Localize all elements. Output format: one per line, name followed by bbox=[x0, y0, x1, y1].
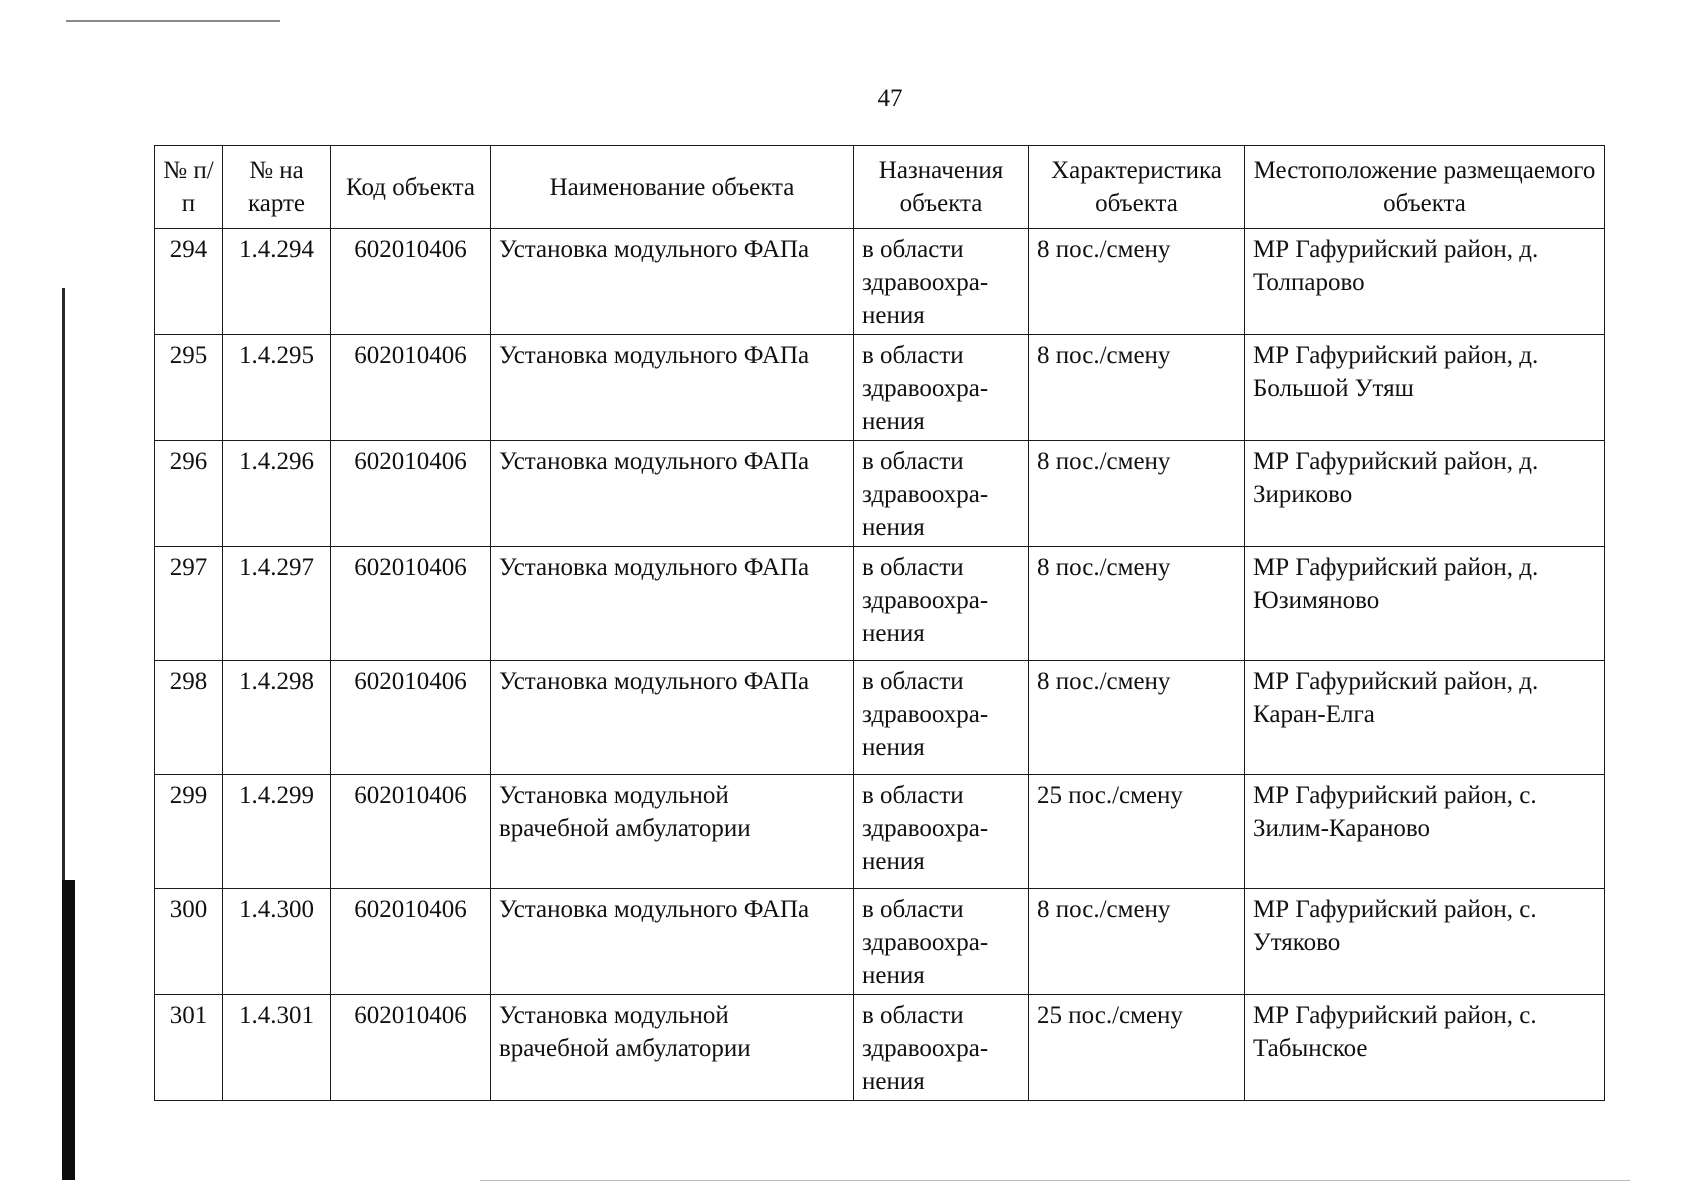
cell-map-no: 1.4.300 bbox=[223, 889, 331, 995]
page-number: 47 bbox=[877, 85, 903, 112]
cell-code: 602010406 bbox=[331, 229, 491, 335]
cell-purpose: в области здравоохра-нения bbox=[854, 661, 1029, 775]
cell-purpose: в области здравоохра-нения bbox=[854, 889, 1029, 995]
cell-name: Установка модульной врачебной амбулатории bbox=[491, 995, 854, 1101]
table-row bbox=[155, 441, 1605, 547]
cell-purpose: в области здравоохра-нения bbox=[854, 775, 1029, 889]
cell-location: МР Гафурийский район, с. Табынское bbox=[1245, 995, 1605, 1101]
cell-characteristic: 8 пос./смену bbox=[1029, 889, 1245, 995]
cell-purpose: в области здравоохра-нения bbox=[854, 995, 1029, 1101]
cell-code: 602010406 bbox=[331, 995, 491, 1101]
cell-name: Установка модульного ФАПа bbox=[491, 889, 854, 995]
cell-code: 602010406 bbox=[331, 889, 491, 995]
cell-name: Установка модульного ФАПа bbox=[491, 547, 854, 661]
cell-name: Установка модульного ФАПа bbox=[491, 441, 854, 547]
cell-map-no: 1.4.294 bbox=[223, 229, 331, 335]
cell-code: 602010406 bbox=[331, 661, 491, 775]
cell-code: 602010406 bbox=[331, 335, 491, 441]
header-map-no: № на карте bbox=[223, 146, 331, 229]
table-row bbox=[155, 547, 1605, 661]
objects-table bbox=[154, 145, 1605, 1101]
cell-location: МР Гафурийский район, д. Большой Утяш bbox=[1245, 335, 1605, 441]
cell-name: Установка модульного ФАПа bbox=[491, 661, 854, 775]
cell-characteristic: 8 пос./смену bbox=[1029, 441, 1245, 547]
cell-purpose: в области здравоохра-нения bbox=[854, 547, 1029, 661]
cell-location: МР Гафурийский район, д. Зириково bbox=[1245, 441, 1605, 547]
cell-name: Установка модульной врачебной амбулатории bbox=[491, 775, 854, 889]
table-row bbox=[155, 995, 1605, 1101]
cell-num: 295 bbox=[155, 335, 223, 441]
cell-num: 296 bbox=[155, 441, 223, 547]
cell-num: 299 bbox=[155, 775, 223, 889]
table-row bbox=[155, 661, 1605, 775]
table-row bbox=[155, 335, 1605, 441]
cell-characteristic: 8 пос./смену bbox=[1029, 229, 1245, 335]
cell-code: 602010406 bbox=[331, 775, 491, 889]
cell-num: 298 bbox=[155, 661, 223, 775]
header-characteristic: Характеристика объекта bbox=[1029, 146, 1245, 229]
cell-characteristic: 25 пос./смену bbox=[1029, 775, 1245, 889]
cell-map-no: 1.4.297 bbox=[223, 547, 331, 661]
cell-location: МР Гафурийский район, с. Зилим-Караново bbox=[1245, 775, 1605, 889]
header-location: Местоположение размещаемого объекта bbox=[1245, 146, 1605, 229]
cell-map-no: 1.4.299 bbox=[223, 775, 331, 889]
cell-num: 300 bbox=[155, 889, 223, 995]
scan-artifact-top-line bbox=[66, 20, 280, 22]
cell-characteristic: 25 пос./смену bbox=[1029, 995, 1245, 1101]
scan-artifact-bottom-line bbox=[480, 1180, 1630, 1181]
table-row bbox=[155, 229, 1605, 335]
cell-location: МР Гафурийский район, с. Утяково bbox=[1245, 889, 1605, 995]
cell-purpose: в области здравоохра-нения bbox=[854, 441, 1029, 547]
scan-artifact-left-bar bbox=[62, 880, 75, 1180]
cell-name: Установка модульного ФАПа bbox=[491, 229, 854, 335]
cell-characteristic: 8 пос./смену bbox=[1029, 547, 1245, 661]
cell-num: 297 bbox=[155, 547, 223, 661]
cell-characteristic: 8 пос./смену bbox=[1029, 661, 1245, 775]
scan-artifact-left-line bbox=[62, 288, 65, 880]
cell-map-no: 1.4.301 bbox=[223, 995, 331, 1101]
header-num: № п/п bbox=[155, 146, 223, 229]
cell-map-no: 1.4.295 bbox=[223, 335, 331, 441]
header-purpose: Назначения объекта bbox=[854, 146, 1029, 229]
cell-num: 301 bbox=[155, 995, 223, 1101]
table-header-row bbox=[155, 146, 1605, 229]
cell-location: МР Гафурийский район, д. Юзимяново bbox=[1245, 547, 1605, 661]
cell-code: 602010406 bbox=[331, 441, 491, 547]
header-name: Наименование объекта bbox=[491, 146, 854, 229]
cell-purpose: в области здравоохра-нения bbox=[854, 335, 1029, 441]
cell-name: Установка модульного ФАПа bbox=[491, 335, 854, 441]
cell-location: МР Гафурийский район, д. Каран-Елга bbox=[1245, 661, 1605, 775]
cell-num: 294 bbox=[155, 229, 223, 335]
header-code: Код объекта bbox=[331, 146, 491, 229]
table-row bbox=[155, 775, 1605, 889]
cell-map-no: 1.4.298 bbox=[223, 661, 331, 775]
cell-map-no: 1.4.296 bbox=[223, 441, 331, 547]
cell-characteristic: 8 пос./смену bbox=[1029, 335, 1245, 441]
cell-location: МР Гафурийский район, д. Толпарово bbox=[1245, 229, 1605, 335]
cell-code: 602010406 bbox=[331, 547, 491, 661]
table-row bbox=[155, 889, 1605, 995]
cell-purpose: в области здравоохра-нения bbox=[854, 229, 1029, 335]
